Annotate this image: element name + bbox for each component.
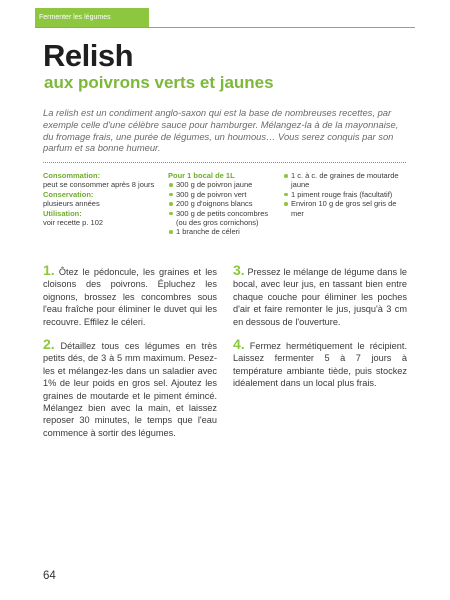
- consommation-label: Consommation:: [43, 171, 101, 180]
- conservation-value: plusieurs années: [43, 199, 100, 209]
- recipe-title: Relish: [43, 38, 134, 73]
- conservation-label: Conservation:: [43, 189, 94, 199]
- info-column: [43, 171, 158, 227]
- intro-text: La relish est un condiment anglo-saxon qui est la base de nombreuses recettes, par exemple celle d'une célèbre sauce pour hamburger. Mélangez-la à de la mayonnaise, du fromage frais, une purée de légumes, un houmous… Vous serez conquis par son parfum et sa bonne humeur.: [43, 107, 399, 154]
- ingredient-item: 300 g de poivron jaune: [168, 180, 273, 189]
- ingredient-item: 200 g d'oignons blancs: [168, 199, 273, 208]
- ingredient-list: [168, 180, 273, 236]
- step-text: Ôtez le pédoncule, les graines et les cloisons des poivrons. Épluchez les oignons, brossez les concombres sous l'eau fraîche pour éliminer le duvet qui les recouvre. Effilez le céleri.: [43, 267, 217, 327]
- ingredients-heading: Pour 1 bocal de 1L: [168, 171, 235, 180]
- step-number: 3.: [233, 262, 245, 278]
- ingredient-item: 1 piment rouge frais (facultatif): [283, 190, 408, 199]
- ingredient-item: Environ 10 g de gros sel gris de mer: [283, 199, 408, 218]
- utilisation-label: Utilisation:: [43, 208, 82, 218]
- consommation-value: peut se consommer après 8 jours: [43, 180, 155, 190]
- step-2: [43, 338, 217, 439]
- ingredient-item: 300 g de poivron vert: [168, 190, 273, 199]
- ingredient-item: 1 c. à c. de graines de moutarde jaune: [283, 171, 408, 190]
- utilisation-value: voir recette p. 102: [43, 218, 104, 228]
- step-number: 2.: [43, 336, 55, 352]
- section-tab: [35, 8, 149, 27]
- step-4: [233, 338, 407, 390]
- step-text: Fermez hermétiquement le récipient. Laissez fermenter 5 à 7 jours à température ambiante tiède, puis stockez idéalement dans un local plus frais.: [233, 341, 407, 389]
- recipe-subtitle: aux poivrons verts et jaunes: [44, 73, 274, 92]
- ingredient-list: [283, 171, 408, 218]
- ingredients-column-1: [168, 171, 273, 237]
- step-text: Détaillez tous ces légumes en très petits dés, de 3 à 5 mm maximum. Pesez-les et mélangez-les dans un saladier avec 1% de leur poids en gros sel. Ajoutez les graines de moutarde et le piment émincé. Mélangez bien avec la main, et laissez reposer 30 minutes, le temps que l'eau commence à sortir des légumes.: [43, 341, 217, 438]
- ingredient-item: 300 g de petits concombres (ou des gros cornichons): [168, 209, 273, 228]
- step-3: [233, 264, 407, 328]
- step-number: 1.: [43, 262, 55, 278]
- section-title: Fermenter les légumes: [39, 14, 111, 21]
- page-number: 64: [43, 570, 56, 582]
- step-1: [43, 264, 217, 328]
- ingredient-item: 1 branche de céleri: [168, 227, 273, 236]
- step-number: 4.: [233, 336, 245, 352]
- header-divider: [35, 27, 415, 28]
- dotted-divider: [43, 162, 406, 163]
- step-text: Pressez le mélange de légume dans le bocal, avec leur jus, en tassant bien entre chaque couche pour éliminer les poches d'air et faire remonter le jus, jusqu'à 3 cm en dessous de l'ouverture.: [233, 267, 407, 327]
- ingredients-column-2: [283, 171, 408, 218]
